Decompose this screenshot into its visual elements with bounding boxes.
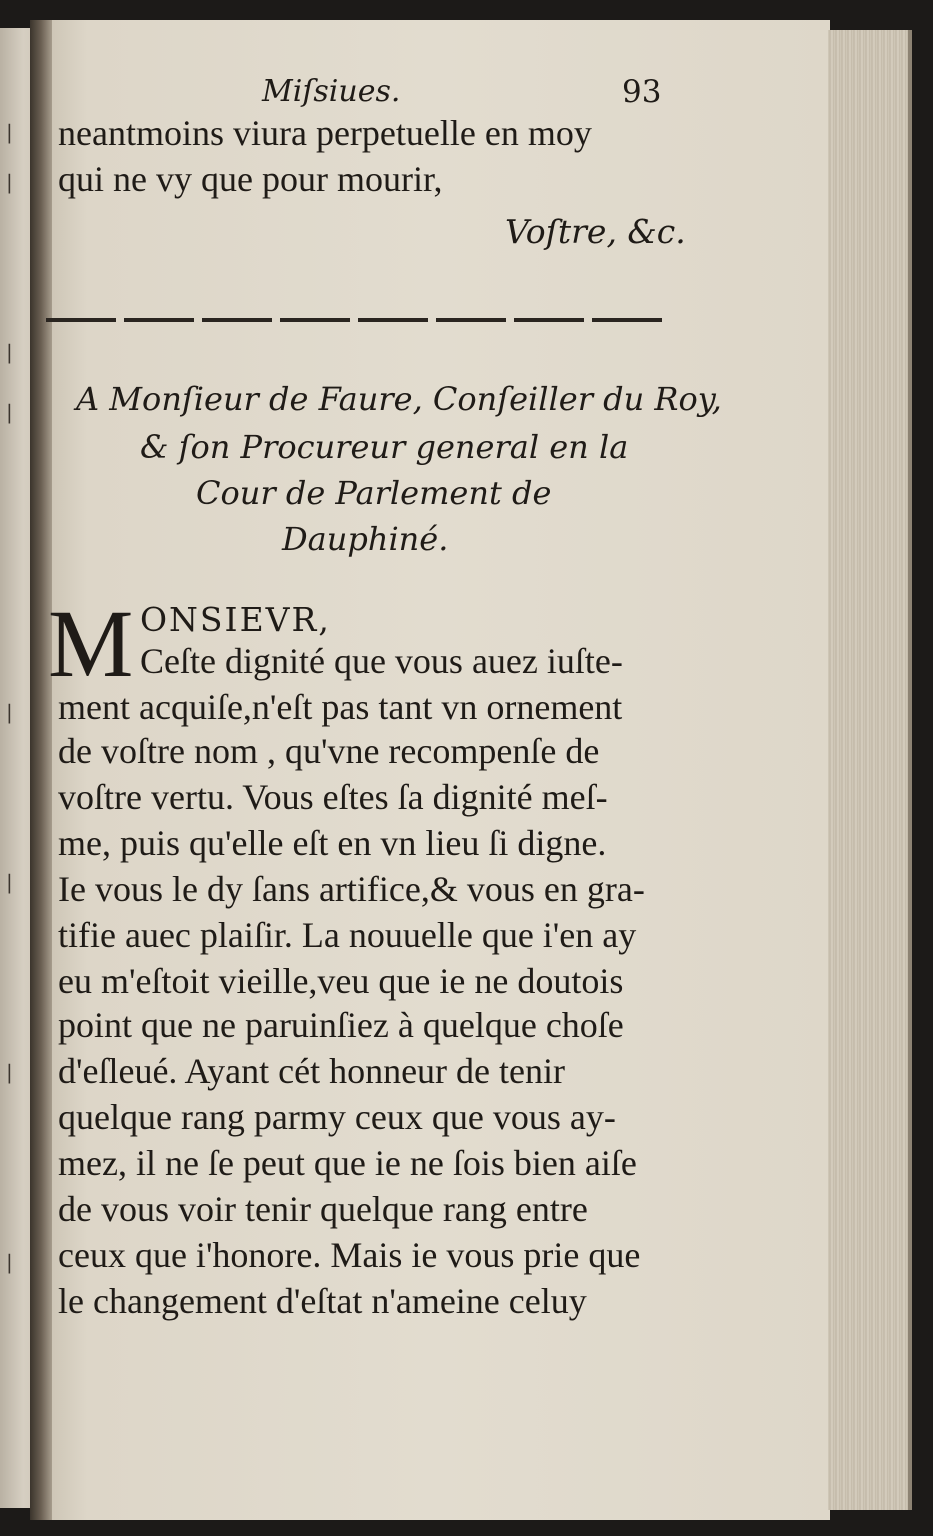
section-divider-rule [46, 318, 666, 322]
body-line: voſtre vertu. Vous eſtes ſa dignité meſ- [58, 777, 608, 817]
running-head: Miſsiues. [262, 74, 401, 109]
bleed-mark: | [6, 340, 13, 364]
bleed-mark: | [6, 870, 13, 894]
address-line: Dauphiné. [282, 520, 449, 558]
text-line: qui ne vy que pour mourir, [58, 159, 443, 199]
text-line: neantmoins viura perpetuelle en moy [58, 113, 592, 153]
body-line: de voſtre nom , qu'vne recompenſe de [58, 731, 600, 771]
body-line: le changement d'eſtat n'ameine celuy [58, 1281, 587, 1321]
address-line: & ſon Procureur general en la [140, 428, 629, 466]
bleed-mark: | [6, 700, 13, 724]
drop-cap: M [48, 590, 134, 697]
page-number: 93 [622, 74, 662, 110]
body-line: mez, il ne ſe peut que ie ne ſois bien aiſe [58, 1143, 637, 1183]
body-line: Ie vous le dy ſans artifice,& vous en gra- [58, 869, 645, 909]
body-line: tifie auec plaiſir. La nouuelle que i'en ay [58, 915, 637, 955]
bleed-mark: | [6, 1060, 13, 1084]
address-line: Cour de Parlement de [196, 474, 552, 512]
salutation: ONSIEVR, [140, 600, 331, 639]
body-line: ment acquiſe,n'eſt pas tant vn ornement [58, 687, 623, 727]
body-line: d'eſleué. Ayant cét honneur de tenir [58, 1051, 565, 1091]
body-line: point que ne paruinſiez à quelque choſe [58, 1005, 624, 1045]
closing-formula: Voſtre, &c. [505, 212, 686, 251]
bleed-mark: | [6, 1250, 13, 1274]
body-line: ceux que i'honore. Mais ie vous prie que [58, 1235, 641, 1275]
bleed-mark: | [6, 400, 13, 424]
bleed-mark: | [6, 170, 13, 194]
body-line: Ceſte dignité que vous auez iuſte- [140, 641, 623, 681]
body-line: quelque rang parmy ceux que vous ay- [58, 1097, 616, 1137]
body-line: eu m'eſtoit vieille,veu que ie ne doutois [58, 961, 624, 1001]
body-line: de vous voir tenir quelque rang entre [58, 1189, 588, 1229]
address-line: A Monſieur de Faure, Conſeiller du Roy, [76, 380, 722, 418]
body-line: me, puis qu'elle eſt en vn lieu ſi digne. [58, 823, 607, 863]
page-fore-edge [828, 30, 912, 1510]
bleed-mark: | [6, 120, 13, 144]
book-gutter [30, 20, 52, 1520]
